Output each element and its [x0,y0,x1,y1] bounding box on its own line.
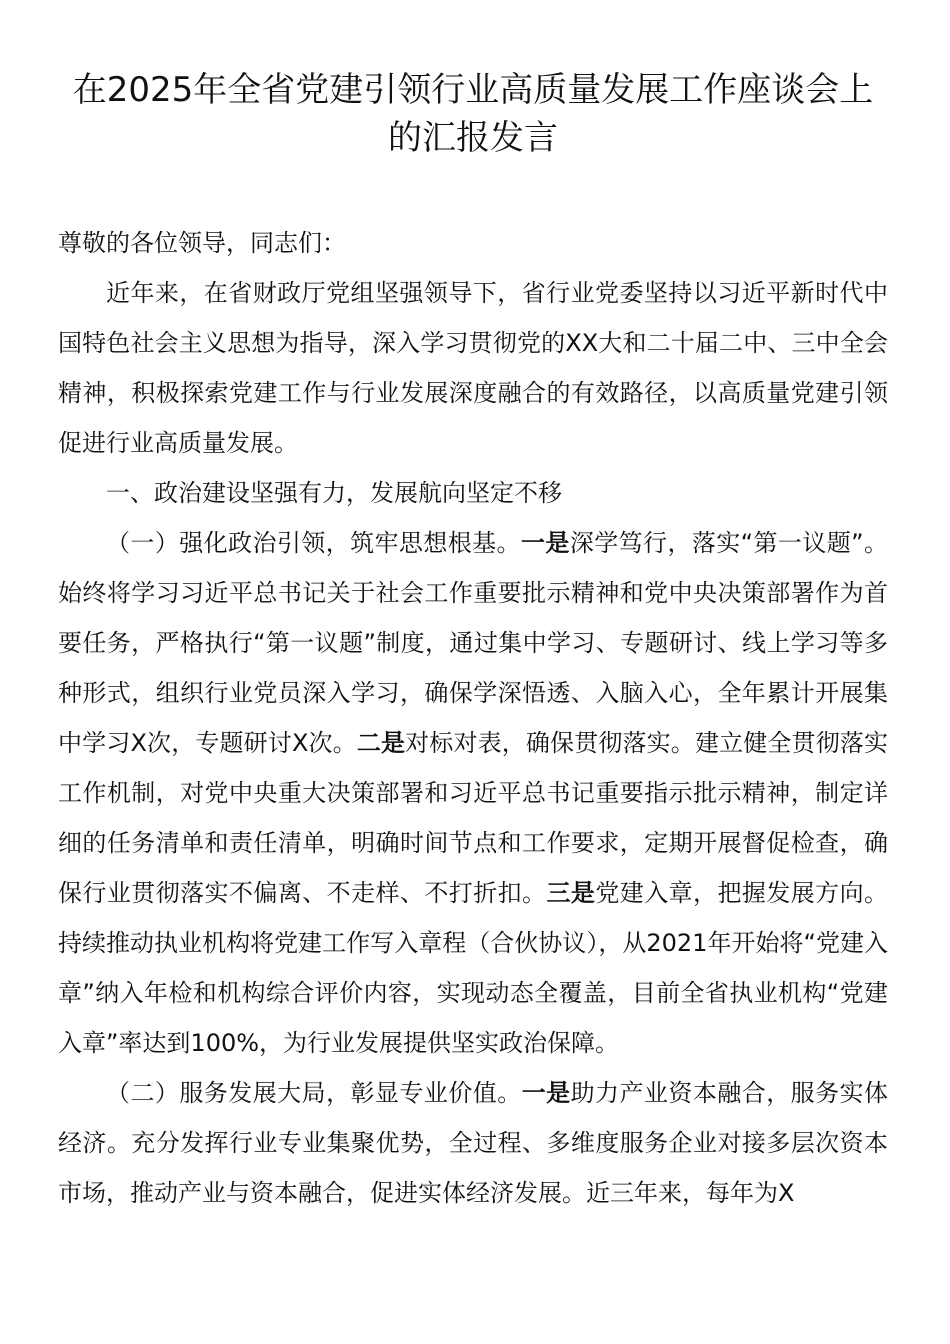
lead-third: 三是 [546,879,596,907]
lead-first: 一是 [520,529,570,557]
document-title: 在2025年全省党建引领行业高质量发展工作座谈会上的汇报发言 [72,70,874,158]
subsection-1-point-2: 对标对表，确保贯彻落实。建立健全贯彻落实工作机制，对党中央重大决策部署和习近平总书记重要指示批示精神，制定详细的任务清单和责任清单，明确时间节点和工作要求，定期开展督促检查，确保行业贯彻落实不偏离、不走样、不打折扣。 [58,729,889,907]
subsection-1-paragraph [58,518,888,1068]
section-heading: 一、政治建设坚强有力，发展航向坚定不移 [106,479,562,507]
salutation: 尊敬的各位领导，同志们： [58,229,346,257]
subsection-2-paragraph [58,1068,888,1218]
subsection-1-point-3: 党建入章，把握发展方向。持续推动执业机构将党建工作写入章程（合伙协议），从2021年开始将“党建入章”纳入年检和机构综合评价内容，实现动态全覆盖，目前全省执业机构“党建入章”率达到100%，为行业发展提供坚实政治保障。 [58,879,889,1057]
subsection-1-point-1: 深学笃行，落实“第一议题”。始终将学习习近平总书记关于社会工作重要批示精神和党中央决策部署作为首要任务，严格执行“第一议题”制度，通过集中学习、专题研讨、线上学习等多种形式，组织行业党员深入学习，确保学深悟透、入脑入心，全年累计开展集中学习X次，专题研讨X次。 [58,529,889,757]
document-body [58,218,888,1218]
document-page [58,66,888,1218]
subsection-1-heading: （一）强化政治引领，筑牢思想根基。 [106,529,521,557]
intro-paragraph: 近年来，在省财政厅党组坚强领导下，省行业党委坚持以习近平新时代中国特色社会主义思想为指导，深入学习贯彻党的XX大和二十届二中、三中全会精神，积极探索党建工作与行业发展深度融合的有效路径，以高质量党建引领促进行业高质量发展。 [58,279,888,457]
subsection-2-heading: （二）服务发展大局，彰显专业价值。 [106,1079,522,1107]
lead-first-sub2: 一是 [521,1079,571,1107]
lead-second: 二是 [356,729,406,757]
subsection-2-point-1: 助力产业资本融合，服务实体经济。充分发挥行业专业集聚优势，全过程、多维度服务企业对接多层次资本市场，推动产业与资本融合，促进实体经济发展。近三年来，每年为X [58,1079,889,1207]
